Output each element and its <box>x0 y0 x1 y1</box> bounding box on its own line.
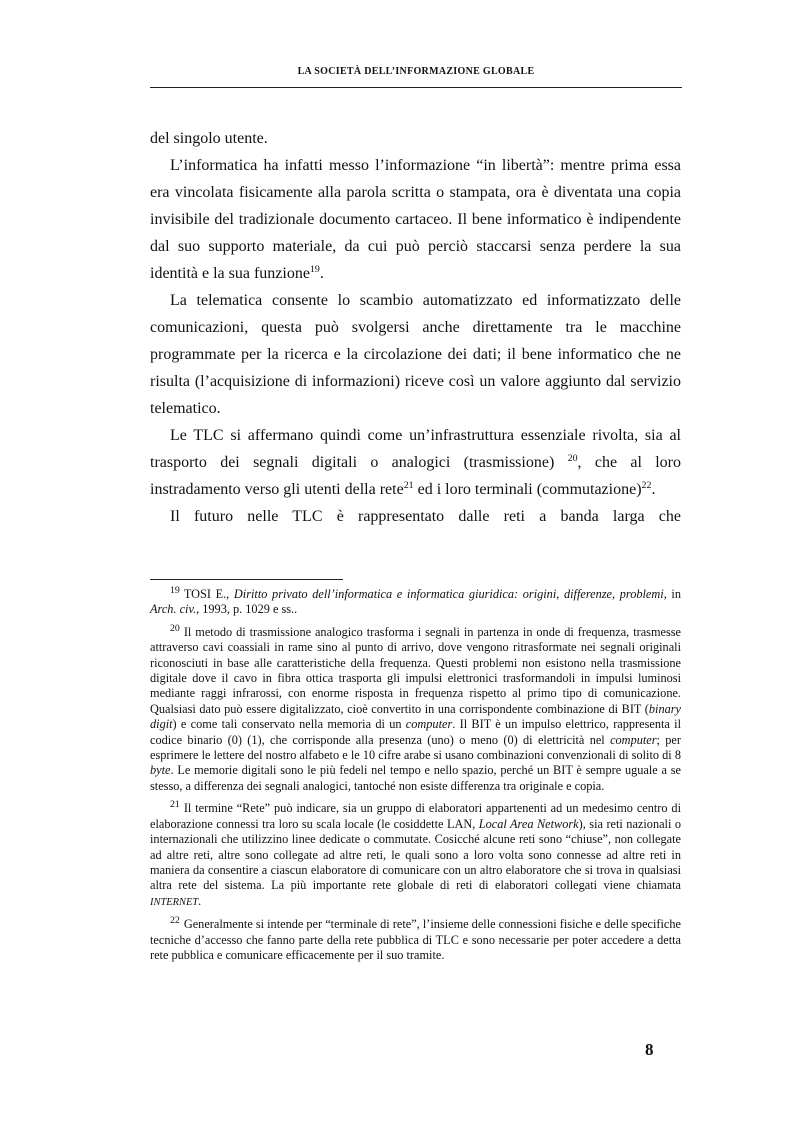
footnote-20-italic-1: binary digit <box>150 701 681 732</box>
paragraph-1: del singolo utente. <box>150 130 268 147</box>
page-number: 8 <box>645 1040 654 1059</box>
footnote-20-italic-4: byte <box>150 763 171 778</box>
footnote-number: 20 <box>170 622 180 634</box>
footnote-20 <box>150 622 681 794</box>
footnote-number: 22 <box>170 915 180 927</box>
footnote-number: 19 <box>170 585 180 597</box>
footnote-19-rest: , 1993, p. 1029 e ss.. <box>196 602 298 617</box>
footnote-ref-22[interactable]: 22 <box>641 480 652 492</box>
footnote-20-text-5: . Le memorie digitali sono le più fedeli nel tempo e nello spazio, perché un BIT è sempre uguale a se stesso, a differenza dei segnali analogici, tantoché non esiste differenza tra originale e copia. <box>150 763 681 793</box>
footnote-ref-20[interactable]: 20 <box>567 453 578 465</box>
paragraph-2-text: L’informatica ha infatti messo l’informazione “in libertà”: mentre prima essa era vincolata fisicamente alla parola scritta o stampata, ora è diventata una copia invisibile del tradizionale documento cartaceo. Il bene informatico è indipendente dal suo supporto materiale, da cui può perciò staccarsi senza perdere la sua identità e la sua funzione <box>150 157 681 282</box>
header-divider <box>150 87 682 88</box>
footnote-21-text-3: . <box>198 893 202 908</box>
paragraph-4-part-c: ed i loro terminali (commutazione) <box>413 481 642 498</box>
footnote-22 <box>150 917 681 963</box>
footnote-20-italic-2: computer <box>405 717 453 732</box>
footnote-19-title: Diritto privato dell’informatica e informatica giuridica: origini, differenze, problemi <box>233 587 664 601</box>
footnote-21-text-2: ), sia reti nazionali o internazionali che utilizzino linee dedicate o commutate. Cosicché alcune reti sono “chiuse”, non collegate ad altre reti, altre sono collegate ad altre reti, le quali sono a loro volta sono connesse ad altre reti in maniera da consentire a ciascun elaboratore di comunicare con un altro elaboratore che si trova in qualsiasi altra rete del sistema. La più importante rete globale di reti di elaboratori collegati viene chiamata <box>150 816 682 893</box>
footnote-19-journal: Arch. civ. <box>150 602 197 617</box>
footnote-ref-19[interactable]: 19 <box>309 264 320 276</box>
paragraph-2 <box>150 152 681 287</box>
footnote-separator <box>150 579 343 580</box>
paragraph-5: Il futuro nelle TLC è rappresentato dalle reti a banda larga che <box>170 508 681 525</box>
main-body-text <box>150 125 681 530</box>
footnote-20-text-1: Il metodo di trasmissione analogico trasforma i segnali in partenza in onde di frequenza, trasmesse attraverso cavi coassiali in rame sino al punto di arrivo, dove vengono ritrasformate nei segnali originali riconosciuti in base alle caratteristiche della frequenza. Questi problemi non esistono nella trasmissione digitale dove il cavo in fibra ottica trasporta gli impulsi elettronici trasformandoli in impulsi luminosi mediante raggi infrarossi, con enorme risposta in frequenza rispetto al primo tipo di comunicazione. Qualsiasi dato può essere digitalizzato, cioè convertito in una corrispondente combinazione di BIT ( <box>150 624 681 716</box>
paragraph-4-part-a: Le TLC si affermano quindi come un’infrastruttura essenziale rivolta, sia al trasporto dei segnali digitali o analogici (trasmissione) <box>150 427 681 471</box>
footnotes-section <box>150 587 681 970</box>
footnote-20-text-2: ) e come tali conservato nella memoria di un <box>172 717 406 732</box>
footnote-19-author: TOSI E., <box>183 587 234 601</box>
paragraph-4-part-b: , che al loro instradamento verso gli utenti della rete <box>150 454 681 498</box>
footnote-20-text-3: . Il BIT è un impulso elettrico, rappresenta il codice binario (0) (1), che corrisponde alla presenza (uno) o meno (0) di elettricità nel <box>150 717 681 747</box>
footnote-21-internet: INTERNET <box>150 896 199 908</box>
footnote-21-text-1: Il termine “Rete” può indicare, sia un gruppo di elaboratori appartenenti ad un medesimo centro di elaborazione connessi tra loro su scala locale (le cosiddette LAN, <box>150 801 681 831</box>
footnote-number: 21 <box>170 799 180 811</box>
footnote-19-mid: , in <box>663 587 681 601</box>
paragraph-4 <box>150 422 681 503</box>
footnote-21 <box>150 801 681 910</box>
paragraph-2-end: . <box>319 265 324 282</box>
paragraph-4-end: . <box>651 481 656 498</box>
footnote-19 <box>150 587 681 618</box>
paragraph-3: La telematica consente lo scambio automatizzato ed informatizzato delle comunicazioni, questa può svolgersi anche direttamente tra le macchine programmate per la ricerca e la circolazione dei dati; il bene informatico che ne risulta (l’acquisizione di informazioni) riceve così un valore aggiunto dal servizio telematico. <box>150 292 681 417</box>
footnote-21-italic-1: Local Area Network <box>478 816 579 831</box>
footnote-20-text-4: ; per esprimere le lettere del nostro alfabeto e le 10 cifre arabe si usano combinazioni convenzionali di solito di 8 <box>150 732 681 763</box>
running-header: LA SOCIETÀ DELL’INFORMAZIONE GLOBALE <box>297 66 535 77</box>
footnote-22-text: Generalmente si intende per “terminale di rete”, l’insieme delle connessioni fisiche e delle specifiche tecniche d’accesso che fanno parte della rete pubblica di TLC e sono necessarie per poter accedere a detta rete pubblica e comunicare efficacemente per il suo tramite. <box>150 917 681 962</box>
footnote-20-italic-3: computer <box>610 732 657 747</box>
footnote-ref-21[interactable]: 21 <box>403 480 414 492</box>
